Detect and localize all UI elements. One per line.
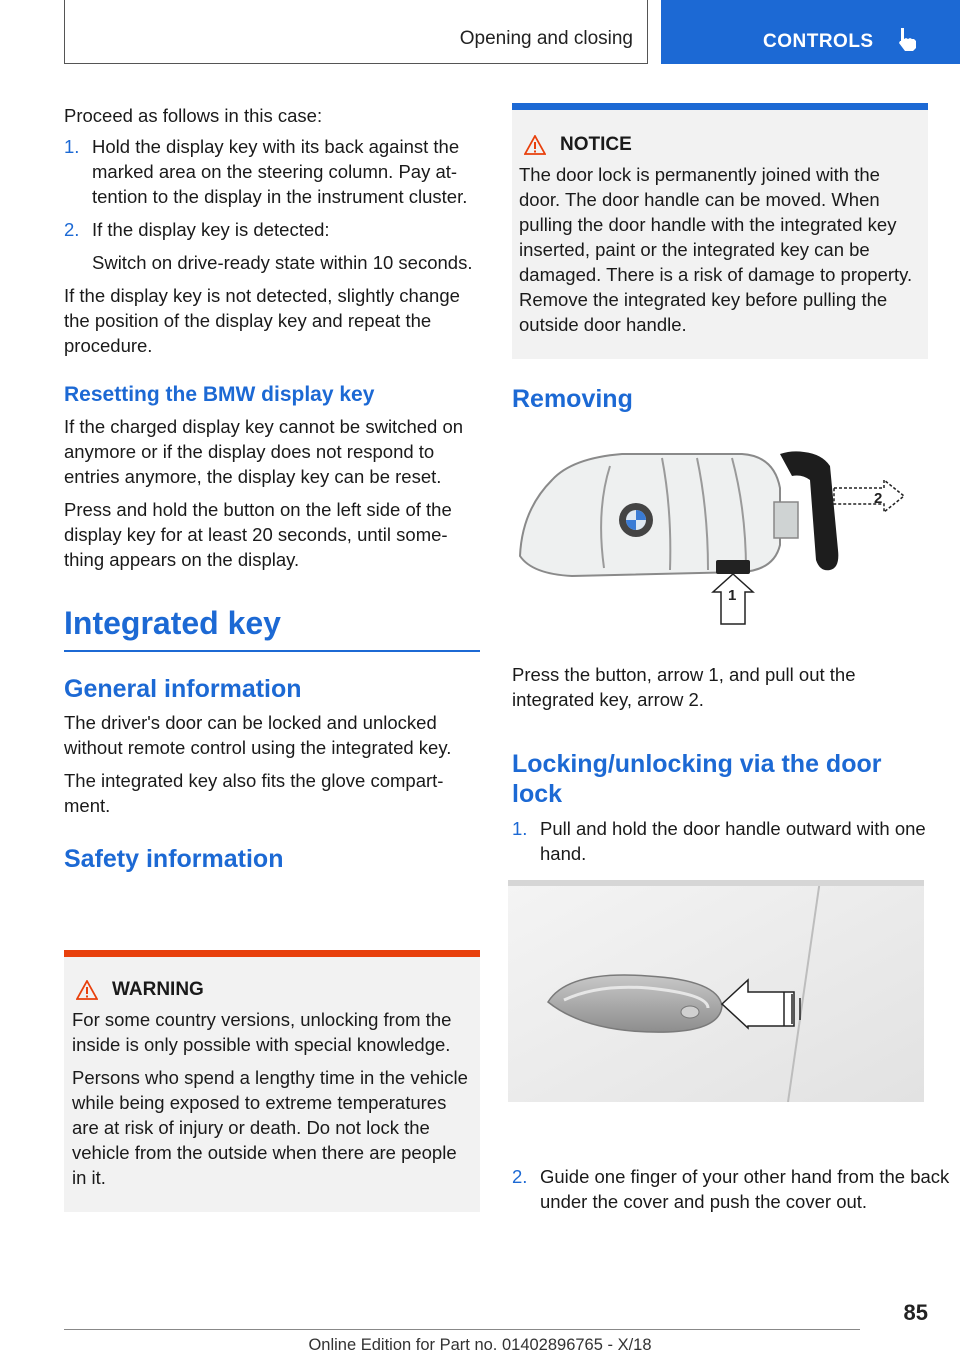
warning-text: For some country versions, unlocking from the inside is only possible with special knowledge. — [72, 1009, 452, 1055]
paragraph: The integrated key also fits the glove compartment. — [64, 769, 444, 816]
reset-heading: Resetting the BMW display key — [64, 383, 375, 406]
warning-title: WARNING — [64, 979, 480, 1001]
list-number: 2. — [64, 219, 80, 240]
list-text: Guide one finger of your other hand from the back under the cover and push the cover out. — [540, 1166, 950, 1212]
list-item — [512, 1164, 956, 1214]
locking-heading: Locking/unlocking via the door lock — [512, 750, 882, 808]
footer-rule — [64, 1329, 860, 1330]
list-text: Pull and hold the door handle outward with one hand. — [540, 818, 926, 864]
notice-box — [512, 103, 928, 359]
integrated-key-heading: Integrated key — [64, 605, 281, 641]
footer-edition: Online Edition for Part no. 01402896765 - X/18 — [308, 1336, 652, 1354]
warning-text: Persons who spend a lengthy time in the vehicle while being exposed to extreme temperatures are at risk of injury or death. Do not lock the vehicle from the outside when there are people in it. — [72, 1067, 468, 1188]
paragraph: If the charged display key cannot be switched on anymore or if the display does not respond to entries anymore, the display key can be reset. — [64, 416, 464, 487]
paragraph: If the display key is not detected, slightly change the position of the display key and repeat the procedure. — [64, 285, 460, 356]
intro-text: Proceed as follows in this case: — [64, 105, 323, 126]
removing-text: Press the button, arrow 1, and pull out the integrated key, arrow 2. — [512, 664, 856, 710]
arrow-2-label: 2 — [874, 490, 883, 507]
heading-rule — [64, 650, 480, 652]
warning-box — [64, 950, 480, 1212]
header-chapter-box — [661, 0, 960, 64]
notice-text: The door lock is permanently joined with the door. The door handle can be moved. When pulling the door handle with the integrated key inserted, paint or the integrated key can be damaged. There is a risk of damage to property. Remove the integrated key before pulling the outside door handle. — [519, 164, 913, 335]
integrated-key-illustration — [512, 440, 928, 640]
arrow-1-label: 1 — [728, 587, 737, 604]
list-text: If the display key is detected: — [92, 219, 330, 240]
header-chapter-title: CONTROLS — [763, 31, 874, 52]
list-text: Hold the display key with its back against the marked area on the steering column. Pay attention to the display in the instrument cluster. — [92, 136, 468, 207]
door-handle-illustration — [508, 880, 924, 1102]
header-section-title: Opening and closing — [459, 28, 633, 49]
paragraph: Press and hold the button on the left side of the display key for at least 20 seconds, until something appears on the display. — [64, 499, 452, 570]
removing-heading: Removing — [512, 385, 633, 413]
safety-information-heading: Safety information — [64, 844, 284, 873]
list-number: 1. — [512, 818, 528, 839]
warning-bar — [64, 950, 480, 957]
list-number: 2. — [512, 1166, 528, 1187]
hand-pointer-icon — [895, 26, 921, 52]
list-subtext: Switch on drive-ready state within 10 seconds. — [92, 252, 473, 273]
list-item — [64, 217, 480, 275]
list-item — [64, 134, 480, 209]
page-number: 85 — [903, 1300, 928, 1325]
notice-triangle-icon — [524, 135, 546, 155]
general-information-heading: General information — [64, 674, 302, 703]
header-section-box — [64, 0, 648, 64]
list-number: 1. — [64, 136, 80, 157]
left-column — [64, 103, 480, 874]
warning-triangle-icon — [76, 980, 98, 1000]
notice-title: NOTICE — [512, 134, 928, 156]
paragraph: The driver's door can be locked and unlocked without remote control using the integrated key. — [64, 711, 452, 758]
notice-bar — [512, 103, 928, 110]
list-item — [512, 816, 956, 866]
